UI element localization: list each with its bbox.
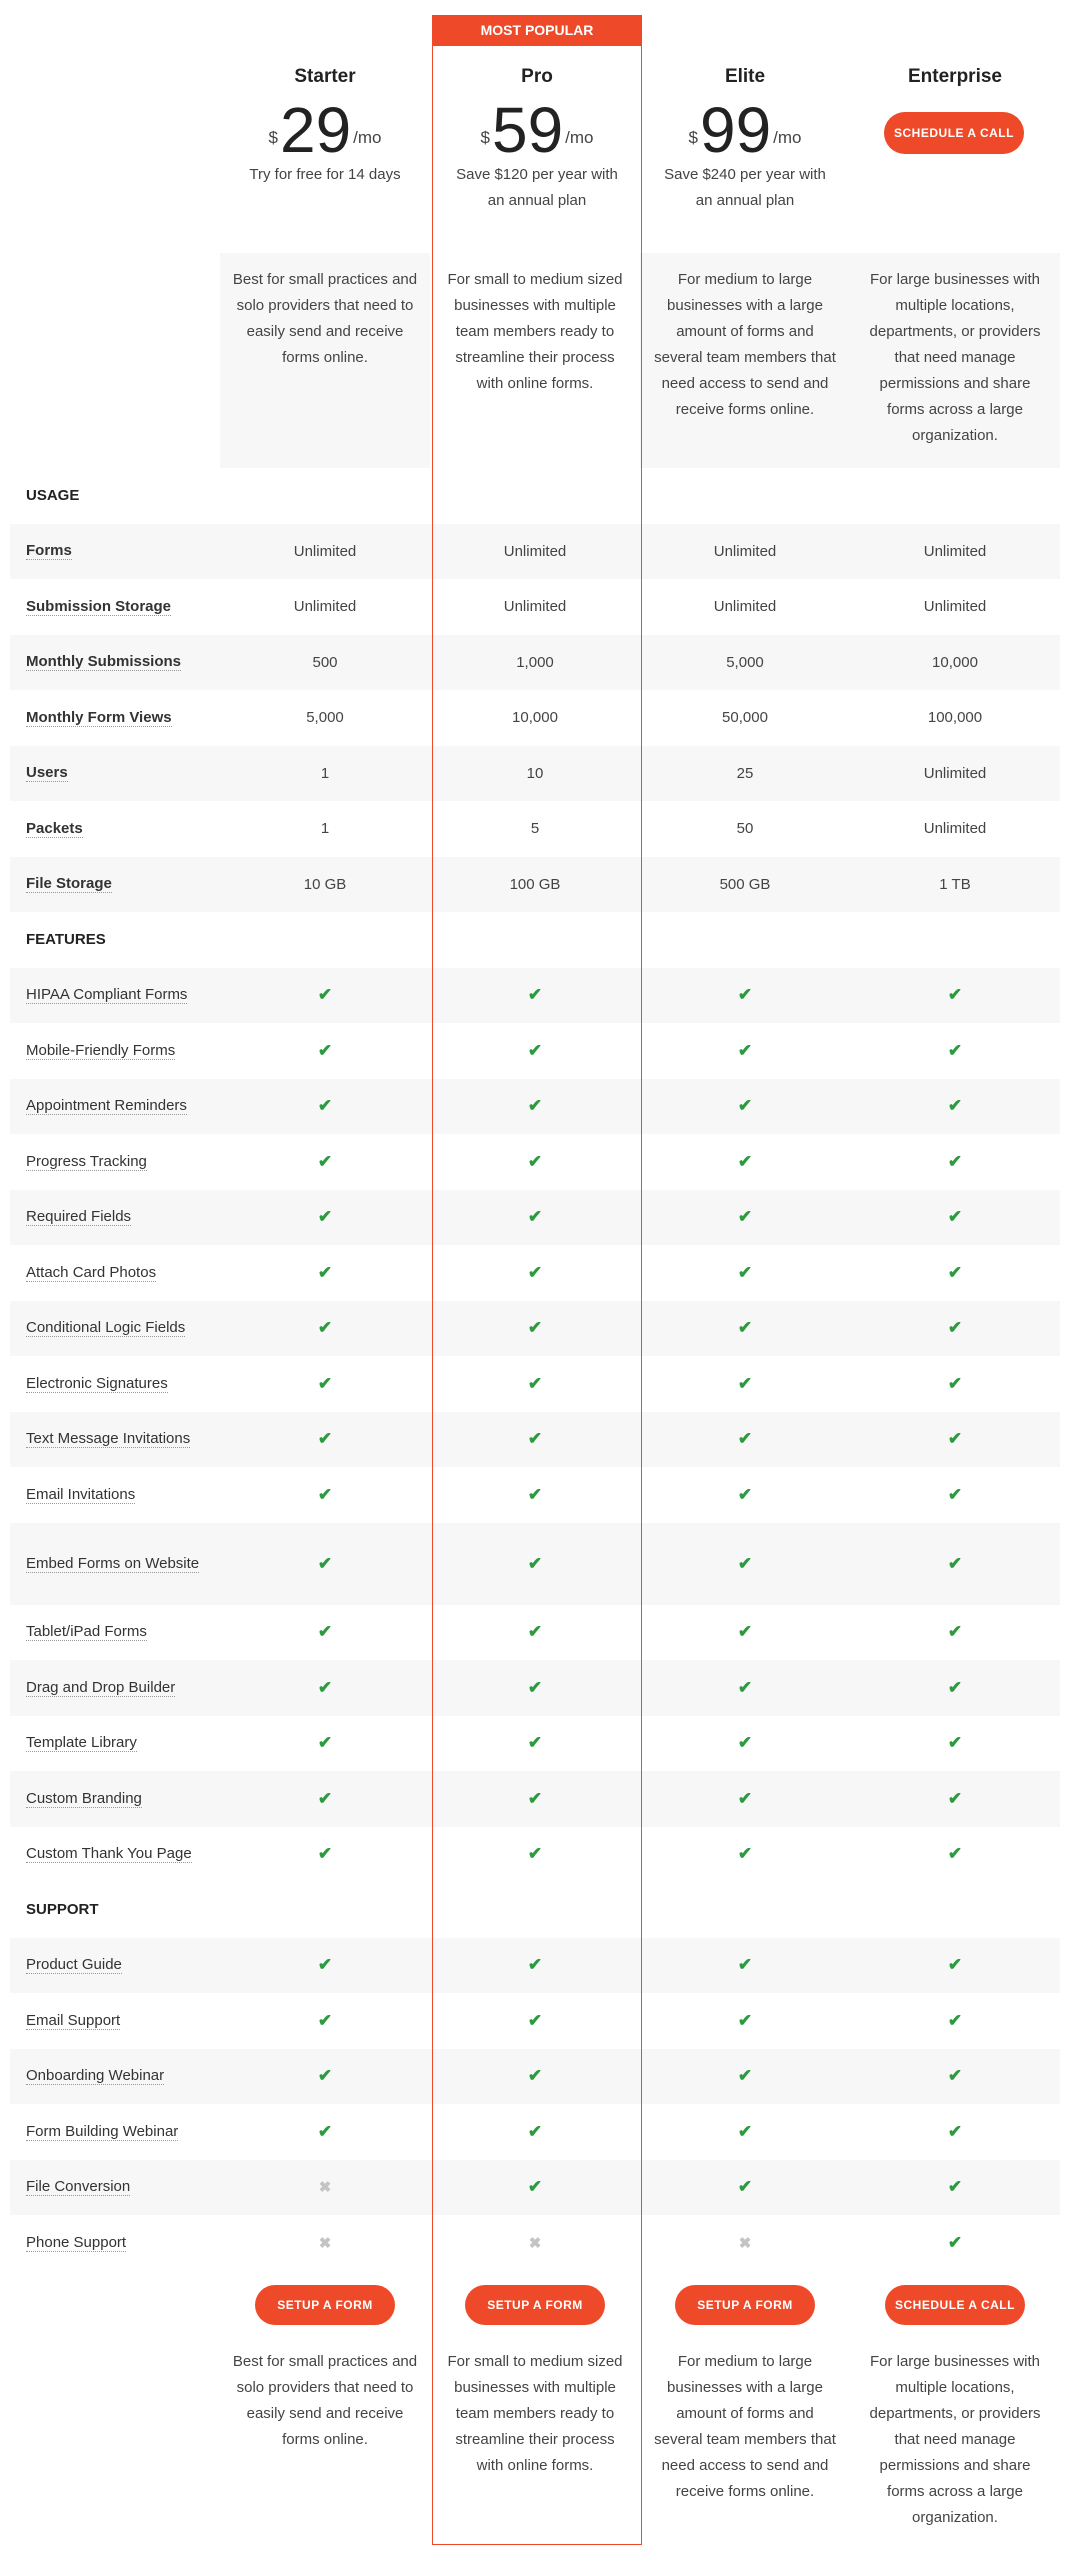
table-row	[10, 1993, 1060, 2049]
row-label-text: Electronic Signatures	[26, 1374, 168, 1392]
row-label-text: Product Guide	[26, 1956, 122, 1974]
check-icon: ✔	[317, 1677, 333, 1697]
check-icon: ✔	[737, 2066, 753, 2086]
check-icon: ✔	[317, 1096, 333, 1116]
price-period: /mo	[565, 128, 594, 147]
check-icon: ✔	[947, 2177, 963, 2197]
table-row	[10, 968, 1060, 1024]
footer-pro	[430, 2285, 640, 2531]
check-icon: ✔	[947, 2010, 963, 2030]
row-label[interactable]	[10, 1149, 220, 1175]
check-icon: ✔	[947, 1788, 963, 1808]
schedule-call-button-header[interactable]: SCHEDULE A CALL	[884, 112, 1024, 154]
table-row	[10, 1301, 1060, 1357]
cell-value: 1	[320, 764, 330, 782]
plan-header-elite	[640, 62, 850, 214]
cross-icon: ✖	[318, 2234, 332, 2252]
table-row	[10, 1716, 1060, 1772]
check-icon: ✔	[527, 1207, 543, 1227]
plan-footer	[220, 2285, 1060, 2531]
row-label-text: Progress Tracking	[26, 1152, 147, 1170]
row-label[interactable]	[10, 871, 220, 897]
check-icon: ✔	[947, 1262, 963, 1282]
cell-value: Unlimited	[503, 598, 567, 616]
row-label[interactable]	[10, 594, 220, 620]
table-row	[10, 1467, 1060, 1523]
plan-name: Elite	[724, 66, 766, 87]
check-icon: ✔	[947, 985, 963, 1005]
check-icon: ✔	[737, 1096, 753, 1116]
row-label[interactable]	[10, 982, 220, 1008]
row-label-text: Onboarding Webinar	[26, 2067, 165, 2085]
row-label-text: Phone Support	[26, 2233, 127, 2251]
check-icon: ✔	[527, 1484, 543, 1504]
check-icon: ✔	[737, 1955, 753, 1975]
check-icon: ✔	[947, 1373, 963, 1393]
table-row	[10, 690, 1060, 746]
check-icon: ✔	[317, 1373, 333, 1393]
check-icon: ✔	[527, 1373, 543, 1393]
check-icon: ✔	[317, 1788, 333, 1808]
cross-icon: ✖	[318, 2179, 332, 2197]
check-icon: ✔	[317, 1262, 333, 1282]
row-label-text: Attach Card Photos	[26, 1263, 157, 1281]
plan-description-pro: For small to medium sized businesses with multiple team members ready to streamline their process with online forms.	[430, 253, 640, 468]
row-label[interactable]	[10, 649, 220, 675]
table-row	[10, 746, 1060, 802]
price-currency: $	[480, 128, 490, 147]
cell-value: Unlimited	[503, 542, 567, 560]
table-row	[10, 2104, 1060, 2160]
cell-value: 5,000	[306, 709, 344, 727]
plan-description-starter: Best for small practices and solo providers that need to easily send and receive forms online.	[232, 271, 418, 366]
check-icon: ✔	[737, 1484, 753, 1504]
check-icon: ✔	[947, 1955, 963, 1975]
check-icon: ✔	[317, 2010, 333, 2030]
row-label[interactable]	[10, 2008, 220, 2034]
check-icon: ✔	[527, 1844, 543, 1864]
check-icon: ✔	[527, 1677, 543, 1697]
most-popular-badge: MOST POPULAR	[432, 15, 642, 46]
row-label[interactable]	[10, 2174, 220, 2200]
check-icon: ✔	[527, 1553, 543, 1573]
check-icon: ✔	[527, 1622, 543, 1642]
row-label[interactable]	[10, 1619, 220, 1645]
check-icon: ✔	[737, 1733, 753, 1753]
price-period: /mo	[773, 128, 802, 147]
check-icon: ✔	[737, 985, 753, 1005]
price	[220, 94, 430, 166]
check-icon: ✔	[947, 1096, 963, 1116]
footer-enterprise	[850, 2285, 1060, 2531]
check-icon: ✔	[527, 2010, 543, 2030]
cell-value: 50,000	[722, 709, 768, 727]
cell-value: 100 GB	[509, 875, 561, 893]
cell-value: 1 TB	[939, 875, 971, 893]
row-label[interactable]	[10, 705, 220, 731]
table-row	[10, 1605, 1060, 1661]
cell-value: 1	[320, 820, 330, 838]
cell-value: 500	[312, 653, 338, 671]
check-icon: ✔	[737, 1373, 753, 1393]
check-icon: ✔	[527, 2066, 543, 2086]
check-icon: ✔	[737, 1788, 753, 1808]
cell-value: Unlimited	[923, 764, 987, 782]
table-row	[10, 1938, 1060, 1994]
row-label[interactable]	[10, 1038, 220, 1064]
table-row	[10, 1134, 1060, 1190]
check-icon: ✔	[947, 2121, 963, 2141]
plan-header-starter	[220, 62, 430, 188]
footer-description-starter: Best for small practices and solo providers that need to easily send and receive forms online.	[232, 2353, 418, 2448]
check-icon: ✔	[947, 1429, 963, 1449]
row-label-text: Monthly Form Views	[26, 708, 172, 726]
row-label[interactable]	[10, 1260, 220, 1286]
row-label-text: Mobile-Friendly Forms	[26, 1041, 176, 1059]
cell-value: 1,000	[516, 653, 554, 671]
table-row	[10, 1827, 1060, 1883]
check-icon: ✔	[317, 2121, 333, 2141]
plan-name: Pro	[521, 66, 553, 87]
check-icon: ✔	[317, 1429, 333, 1449]
row-label[interactable]	[10, 1371, 220, 1397]
check-icon: ✔	[527, 1788, 543, 1808]
footer-starter	[220, 2285, 430, 2531]
check-icon: ✔	[737, 1553, 753, 1573]
row-label-text: Tablet/iPad Forms	[26, 1623, 147, 1641]
table-row	[10, 1190, 1060, 1246]
check-icon: ✔	[317, 1040, 333, 1060]
row-label[interactable]	[10, 2063, 220, 2089]
cell-value: 100,000	[927, 709, 983, 727]
row-label[interactable]	[10, 1482, 220, 1508]
row-label[interactable]	[10, 816, 220, 842]
check-icon: ✔	[317, 1733, 333, 1753]
check-icon: ✔	[317, 1207, 333, 1227]
cell-value: 10,000	[932, 653, 978, 671]
cell-value: 10,000	[512, 709, 558, 727]
table-row	[10, 1356, 1060, 1412]
price-note: Try for free for 14 days	[249, 166, 401, 183]
check-icon: ✔	[947, 1207, 963, 1227]
row-label-text: Email Support	[26, 2011, 121, 2029]
check-icon: ✔	[527, 1733, 543, 1753]
check-icon: ✔	[527, 1955, 543, 1975]
plan-header-pro	[432, 62, 642, 214]
plan-name: Starter	[294, 66, 356, 87]
check-icon: ✔	[317, 1622, 333, 1642]
cell-value: 10	[526, 764, 544, 782]
check-icon: ✔	[947, 2066, 963, 2086]
cross-icon: ✖	[528, 2234, 542, 2252]
schedule-call-button-footer[interactable]: SCHEDULE A CALL	[885, 2285, 1025, 2325]
price	[640, 94, 850, 166]
table-row	[10, 1771, 1060, 1827]
setup-form-button-starter[interactable]: SETUP A FORM	[255, 2285, 395, 2325]
price-currency: $	[268, 128, 278, 147]
check-icon: ✔	[947, 2232, 963, 2252]
check-icon: ✔	[317, 1151, 333, 1171]
check-icon: ✔	[317, 1955, 333, 1975]
table-row	[10, 1523, 1060, 1605]
table-row	[10, 2160, 1060, 2216]
check-icon: ✔	[527, 1096, 543, 1116]
table-row	[10, 2049, 1060, 2105]
table-row	[10, 524, 1060, 580]
price-value: 29	[279, 94, 352, 166]
cell-value: Unlimited	[923, 598, 987, 616]
check-icon: ✔	[317, 985, 333, 1005]
row-label[interactable]	[10, 1675, 220, 1701]
row-label[interactable]	[10, 538, 220, 564]
table-row	[10, 1079, 1060, 1135]
footer-description-enterprise: For large businesses with multiple locations, departments, or providers that need manage permissions and share forms across a large organization.	[869, 2353, 1041, 2526]
check-icon: ✔	[947, 1733, 963, 1753]
section-title: FEATURES	[26, 931, 106, 949]
check-icon: ✔	[947, 1844, 963, 1864]
table-row	[10, 1412, 1060, 1468]
plan-header-enterprise	[850, 62, 1060, 92]
row-label-text: Text Message Invitations	[26, 1430, 191, 1448]
cell-value: Unlimited	[713, 542, 777, 560]
check-icon: ✔	[737, 1262, 753, 1282]
table-row	[10, 635, 1060, 691]
plan-description-elite: For medium to large businesses with a large amount of forms and several team members that need access to send and receive forms online.	[654, 271, 836, 418]
cell-value: 25	[736, 764, 754, 782]
row-label-text: Required Fields	[26, 1208, 132, 1226]
section-header	[10, 1882, 1060, 1938]
footer-description-elite: For medium to large businesses with a large amount of forms and several team members that need access to send and receive forms online.	[654, 2353, 836, 2500]
row-label-text: Email Invitations	[26, 1485, 136, 1503]
check-icon: ✔	[527, 1151, 543, 1171]
table-row	[10, 1023, 1060, 1079]
check-icon: ✔	[737, 1429, 753, 1449]
row-label-text: Monthly Submissions	[26, 653, 182, 671]
comparison-table	[10, 468, 1060, 2271]
row-label[interactable]	[10, 1426, 220, 1452]
price-value: 99	[699, 94, 772, 166]
check-icon: ✔	[527, 1318, 543, 1338]
check-icon: ✔	[947, 1040, 963, 1060]
check-icon: ✔	[737, 1040, 753, 1060]
row-label[interactable]	[10, 1551, 220, 1577]
check-icon: ✔	[527, 1262, 543, 1282]
table-row	[10, 857, 1060, 913]
row-label-text: Packets	[26, 819, 83, 837]
table-row	[10, 1660, 1060, 1716]
row-label[interactable]	[10, 2119, 220, 2145]
table-row	[10, 1245, 1060, 1301]
row-label[interactable]	[10, 2230, 220, 2256]
row-label-text: Appointment Reminders	[26, 1097, 187, 1115]
row-label[interactable]	[10, 1841, 220, 1867]
plan-description-enterprise: For large businesses with multiple locations, departments, or providers that need manage permissions and share forms across a large organization.	[869, 271, 1041, 444]
check-icon: ✔	[947, 1484, 963, 1504]
cell-value: 10 GB	[303, 875, 347, 893]
check-icon: ✔	[737, 1151, 753, 1171]
plan-descriptions	[220, 253, 1060, 468]
check-icon: ✔	[317, 2066, 333, 2086]
row-label-text: Custom Thank You Page	[26, 1845, 192, 1863]
check-icon: ✔	[947, 1622, 963, 1642]
table-row	[10, 579, 1060, 635]
check-icon: ✔	[317, 1844, 333, 1864]
plan-name: Enterprise	[908, 66, 1002, 87]
check-icon: ✔	[737, 1622, 753, 1642]
check-icon: ✔	[947, 1553, 963, 1573]
check-icon: ✔	[527, 1040, 543, 1060]
cell-value: 5	[530, 820, 540, 838]
cell-value: 50	[736, 820, 754, 838]
price-note: Save $120 per year with an annual plan	[456, 166, 618, 209]
price-currency: $	[688, 128, 698, 147]
check-icon: ✔	[737, 2121, 753, 2141]
check-icon: ✔	[527, 1429, 543, 1449]
row-label[interactable]	[10, 1730, 220, 1756]
cell-value: Unlimited	[923, 820, 987, 838]
footer-description-pro: For small to medium sized businesses with multiple team members ready to streamline their process with online forms.	[447, 2353, 623, 2474]
check-icon: ✔	[737, 1207, 753, 1227]
check-icon: ✔	[947, 1677, 963, 1697]
cell-value: Unlimited	[293, 542, 357, 560]
price-period: /mo	[353, 128, 382, 147]
row-label[interactable]	[10, 1204, 220, 1230]
table-row	[10, 2215, 1060, 2271]
check-icon: ✔	[317, 1553, 333, 1573]
section-title: USAGE	[26, 487, 80, 505]
cross-icon: ✖	[738, 2234, 752, 2252]
cell-value: 5,000	[726, 653, 764, 671]
row-label-text: Users	[26, 764, 68, 782]
row-label[interactable]	[10, 1093, 220, 1119]
check-icon: ✔	[947, 1318, 963, 1338]
row-label-text: Template Library	[26, 1734, 137, 1752]
footer-elite	[640, 2285, 850, 2531]
price-note: Save $240 per year with an annual plan	[664, 166, 826, 209]
cell-value: 500 GB	[719, 875, 771, 893]
price-value: 59	[491, 94, 564, 166]
price	[432, 94, 642, 166]
row-label-text: File Storage	[26, 875, 112, 893]
section-title: SUPPORT	[26, 1901, 99, 1919]
section-header	[10, 912, 1060, 968]
cell-value: Unlimited	[293, 598, 357, 616]
check-icon: ✔	[527, 985, 543, 1005]
row-label-text: Submission Storage	[26, 597, 172, 615]
section-header	[10, 468, 1060, 524]
row-label[interactable]	[10, 1952, 220, 1978]
check-icon: ✔	[527, 2177, 543, 2197]
setup-form-button-elite[interactable]: SETUP A FORM	[675, 2285, 815, 2325]
row-label[interactable]	[10, 1786, 220, 1812]
check-icon: ✔	[317, 1484, 333, 1504]
cell-value: Unlimited	[713, 598, 777, 616]
setup-form-button-pro[interactable]: SETUP A FORM	[465, 2285, 605, 2325]
row-label-text: Embed Forms on Website	[26, 1554, 200, 1572]
row-label-text: Custom Branding	[26, 1789, 142, 1807]
table-row	[10, 801, 1060, 857]
row-label-text: File Conversion	[26, 2178, 131, 2196]
row-label[interactable]	[10, 1315, 220, 1341]
row-label-text: Forms	[26, 542, 72, 560]
check-icon: ✔	[527, 2121, 543, 2141]
cell-value: Unlimited	[923, 542, 987, 560]
check-icon: ✔	[737, 2177, 753, 2197]
row-label-text: Form Building Webinar	[26, 2122, 179, 2140]
check-icon: ✔	[947, 1151, 963, 1171]
check-icon: ✔	[737, 1318, 753, 1338]
row-label-text: Conditional Logic Fields	[26, 1319, 186, 1337]
row-label[interactable]	[10, 760, 220, 786]
check-icon: ✔	[317, 1318, 333, 1338]
row-label-text: Drag and Drop Builder	[26, 1678, 176, 1696]
check-icon: ✔	[737, 1844, 753, 1864]
row-label-text: HIPAA Compliant Forms	[26, 986, 188, 1004]
check-icon: ✔	[737, 2010, 753, 2030]
check-icon: ✔	[737, 1677, 753, 1697]
